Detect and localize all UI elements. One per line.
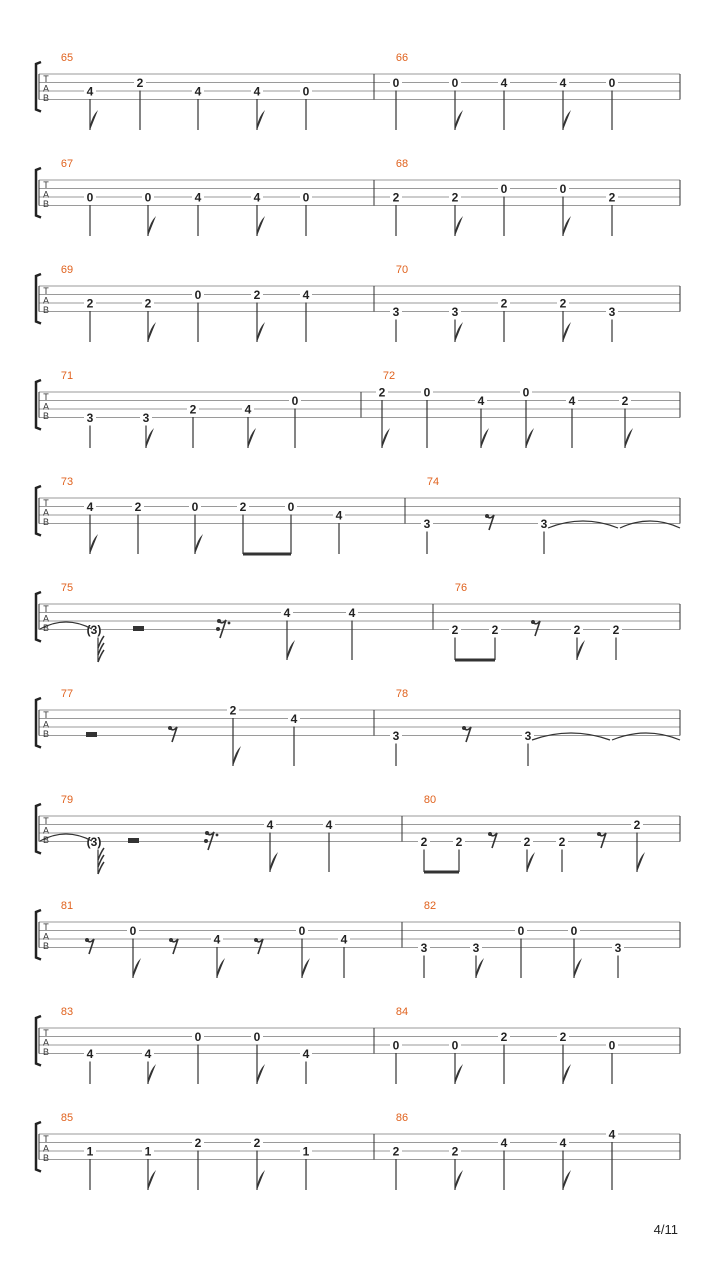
note-flag	[563, 110, 571, 130]
measure-number: 80	[423, 794, 437, 806]
tab-clef-letter: A	[42, 401, 50, 412]
fret-number: 1	[86, 1144, 94, 1159]
fret-number: 4	[144, 1047, 152, 1061]
note-flag	[481, 428, 489, 448]
fret-number: 3	[451, 305, 459, 319]
note-flag	[455, 110, 463, 130]
fret-number: 4	[194, 84, 202, 99]
fret-number: 0	[194, 288, 202, 302]
measure-number: 86	[395, 1112, 409, 1124]
fret-number: 0	[144, 190, 152, 205]
fret-number: 1	[302, 1144, 310, 1159]
fret-number: 0	[86, 190, 94, 205]
tab-system	[36, 52, 680, 130]
fret-number: 4	[213, 932, 221, 947]
fret-number: 2	[378, 385, 386, 400]
fret-number: 3	[540, 517, 548, 531]
tab-clef-letter: B	[42, 729, 50, 739]
fret-number: 0	[253, 1030, 261, 1044]
fret-number: 4	[86, 500, 94, 514]
fret-number: 0	[287, 500, 295, 514]
fret-number: 4	[244, 402, 252, 417]
rest-dot	[169, 938, 173, 942]
fret-number: 2	[500, 296, 508, 311]
fret-number: 2	[134, 500, 142, 514]
note-flag	[302, 958, 310, 978]
tab-system	[36, 264, 680, 342]
measure-number: 67	[60, 158, 74, 170]
tab-system	[36, 582, 680, 662]
rest-dot	[488, 832, 492, 836]
note-flag	[148, 1064, 156, 1084]
rest-dot	[485, 514, 489, 518]
measure-number: 66	[395, 52, 409, 64]
fret-number: 2	[451, 190, 459, 205]
rest-dot	[216, 834, 219, 837]
fret-number: 0	[608, 76, 616, 90]
note-flag	[98, 636, 104, 648]
fret-number: 2	[194, 1136, 202, 1150]
note-flag	[195, 534, 203, 554]
tie	[548, 521, 618, 528]
fret-number: 0	[194, 1030, 202, 1044]
note-flag	[563, 1170, 571, 1190]
fret-number: 2	[229, 703, 237, 718]
fret-number: 4	[559, 1136, 567, 1150]
tab-clef-letter: A	[42, 295, 50, 306]
tab-clef-letter: T	[43, 1134, 49, 1144]
fret-number: 2	[523, 835, 531, 849]
fret-number: 2	[392, 190, 400, 205]
fret-number: 2	[573, 623, 581, 637]
fret-number: 3	[608, 305, 616, 319]
fret-number: 1	[144, 1144, 152, 1159]
note-flag	[257, 1170, 265, 1190]
fret-number: 3	[423, 517, 431, 531]
fret-number: 0	[500, 182, 508, 196]
fret-number: 2	[558, 835, 566, 849]
measure-number: 79	[60, 794, 74, 806]
fret-number: 4	[283, 606, 291, 620]
fret-number: 2	[455, 835, 463, 849]
fret-number: 0	[423, 385, 431, 400]
fret-number: 4	[325, 818, 333, 832]
rest-dot	[85, 938, 89, 942]
fret-number: 0	[451, 76, 459, 90]
measure-number: 81	[60, 900, 74, 912]
note-flag	[270, 852, 278, 872]
fret-number: 4	[500, 76, 508, 90]
fret-number: 2	[491, 623, 499, 637]
fret-number: 0	[298, 924, 306, 938]
note-flag	[637, 852, 645, 872]
tab-clef-letter: B	[42, 835, 50, 845]
note-flag	[455, 216, 463, 236]
tab-clef-letter: T	[43, 1028, 49, 1038]
measure-number: 65	[60, 52, 74, 64]
rest-dot	[254, 938, 258, 942]
tab-system	[36, 1112, 680, 1190]
measure-number: 75	[60, 582, 74, 594]
page-number: 4/11	[653, 1222, 678, 1237]
tab-system	[36, 370, 680, 448]
note-flag	[133, 958, 141, 978]
note-flag	[476, 958, 484, 978]
fret-number: 0	[302, 84, 310, 99]
fret-number: 2	[621, 394, 629, 408]
measure-number: 78	[395, 688, 409, 700]
half-rest	[133, 626, 144, 631]
note-flag	[90, 110, 98, 130]
fret-number: 2	[253, 1136, 261, 1150]
tab-clef-letter: A	[42, 613, 50, 624]
note-flag	[455, 1064, 463, 1084]
fret-number: 0	[570, 924, 578, 938]
tab-clef-letter: B	[42, 1153, 50, 1163]
fret-number: 4	[340, 932, 348, 947]
measure-number: 71	[60, 370, 74, 382]
tab-clef-letter: T	[43, 392, 49, 402]
tab-clef-letter: B	[42, 305, 50, 315]
fret-number: 4	[302, 1047, 310, 1061]
rest-dot	[228, 622, 231, 625]
fret-number: 4	[348, 606, 356, 620]
tab-system	[36, 794, 680, 874]
fret-number: 0	[291, 394, 299, 408]
note-flag	[563, 1064, 571, 1084]
note-flag	[287, 640, 295, 660]
fret-number: 2	[86, 296, 94, 311]
note-flag	[148, 322, 156, 342]
tab-clef-letter: B	[42, 411, 50, 421]
rest-dot	[168, 726, 172, 730]
fret-number: 2	[189, 402, 197, 417]
fret-number: 2	[612, 623, 620, 637]
note-flag	[257, 216, 265, 236]
fret-number: 4	[500, 1136, 508, 1150]
note-flag	[577, 640, 585, 660]
fret-number: 3	[472, 941, 480, 955]
fret-number: 3	[420, 941, 428, 955]
fret-number: 0	[392, 76, 400, 90]
fret-number: 4	[608, 1127, 616, 1142]
rest-dot	[217, 619, 221, 623]
measure-number: 73	[60, 476, 74, 488]
fret-number: 2	[559, 1030, 567, 1044]
fret-number: 4	[477, 394, 485, 408]
measure-number: 84	[395, 1006, 409, 1018]
tab-clef-letter: T	[43, 180, 49, 190]
tab-system	[36, 688, 680, 766]
fret-number: 2	[500, 1030, 508, 1044]
fret-number: 0	[191, 500, 199, 514]
measure-number: 82	[423, 900, 437, 912]
fret-number: 2	[144, 296, 152, 311]
fret-number: 0	[392, 1038, 400, 1053]
rest-dot	[204, 839, 208, 843]
rest-dot	[597, 832, 601, 836]
fret-number: 2	[136, 76, 144, 90]
tab-clef-letter: A	[42, 189, 50, 200]
fret-number: 3	[86, 411, 94, 425]
rest-dot	[205, 831, 209, 835]
note-flag	[527, 852, 535, 872]
note-flag	[257, 110, 265, 130]
tab-system	[36, 1006, 680, 1084]
measure-number: 76	[454, 582, 468, 594]
tab-clef-letter: B	[42, 623, 50, 633]
fret-number: (3)	[86, 623, 102, 637]
fret-number: 2	[559, 296, 567, 311]
tab-clef-letter: T	[43, 816, 49, 826]
half-rest	[128, 838, 139, 843]
fret-number: 2	[392, 1144, 400, 1159]
tie	[532, 733, 610, 740]
fret-number: 4	[266, 818, 274, 832]
note-flag	[146, 428, 154, 448]
tab-clef-letter: A	[42, 931, 50, 942]
tab-clef-letter: A	[42, 83, 50, 94]
measure-number: 68	[395, 158, 409, 170]
tab-system	[36, 158, 680, 236]
tab-clef-letter: B	[42, 517, 50, 527]
fret-number: 0	[129, 924, 137, 938]
rest-dot	[531, 620, 535, 624]
tie	[612, 733, 680, 740]
tie	[620, 521, 680, 528]
measure-number: 74	[426, 476, 440, 488]
tab-clef-letter: A	[42, 1143, 50, 1154]
tab-clef-letter: A	[42, 719, 50, 730]
measure-number: 72	[382, 370, 396, 382]
tab-clef-letter: B	[42, 199, 50, 209]
fret-number: 4	[335, 508, 343, 523]
half-rest	[86, 732, 97, 737]
measure-number: 85	[60, 1112, 74, 1124]
measure-number: 69	[60, 264, 74, 276]
tab-system	[36, 900, 680, 978]
note-flag	[217, 958, 225, 978]
note-flag	[455, 1170, 463, 1190]
fret-number: 4	[253, 190, 261, 205]
tab-clef-letter: T	[43, 922, 49, 932]
fret-number: 4	[302, 288, 310, 302]
note-flag	[148, 1170, 156, 1190]
fret-number: 0	[517, 924, 525, 938]
note-flag	[625, 428, 633, 448]
tab-clef-letter: T	[43, 74, 49, 84]
note-flag	[563, 322, 571, 342]
note-flag	[98, 848, 104, 860]
fret-number: 2	[253, 288, 261, 302]
fret-number: 0	[559, 182, 567, 196]
note-flag	[455, 322, 463, 342]
fret-number: 0	[451, 1038, 459, 1053]
note-flag	[233, 746, 241, 766]
fret-number: 2	[633, 818, 641, 832]
tab-clef-letter: T	[43, 286, 49, 296]
measure-number: 83	[60, 1006, 74, 1018]
tab-system	[36, 476, 680, 554]
fret-number: 3	[392, 305, 400, 319]
tab-clef-letter: A	[42, 507, 50, 518]
note-flag	[257, 322, 265, 342]
note-flag	[526, 428, 534, 448]
tab-clef-letter: T	[43, 710, 49, 720]
tab-clef-letter: B	[42, 93, 50, 103]
fret-number: 2	[608, 190, 616, 205]
note-flag	[563, 216, 571, 236]
fret-number: 4	[568, 394, 576, 408]
note-flag	[574, 958, 582, 978]
tab-clef-letter: B	[42, 1047, 50, 1057]
fret-number: 4	[86, 1047, 94, 1061]
measure-number: 77	[60, 688, 74, 700]
fret-number: 2	[239, 500, 247, 514]
fret-number: 3	[614, 941, 622, 955]
note-flag	[148, 216, 156, 236]
fret-number: 3	[392, 729, 400, 743]
tab-clef-letter: B	[42, 941, 50, 951]
fret-number: 4	[253, 84, 261, 99]
fret-number: 2	[451, 1144, 459, 1159]
fret-number: 4	[86, 84, 94, 99]
tab-clef-letter: A	[42, 1037, 50, 1048]
fret-number: 2	[451, 623, 459, 637]
tab-clef-letter: A	[42, 825, 50, 836]
note-flag	[248, 428, 256, 448]
note-flag	[382, 428, 390, 448]
fret-number: 2	[420, 835, 428, 849]
measure-number: 70	[395, 264, 409, 276]
fret-number: (3)	[86, 835, 102, 849]
fret-number: 0	[608, 1038, 616, 1053]
rest-dot	[462, 726, 466, 730]
fret-number: 3	[524, 729, 532, 743]
note-flag	[257, 1064, 265, 1084]
fret-number: 3	[142, 411, 150, 425]
fret-number: 4	[290, 712, 298, 726]
fret-number: 0	[522, 385, 530, 400]
fret-number: 0	[302, 190, 310, 205]
fret-number: 4	[194, 190, 202, 205]
tab-clef-letter: T	[43, 604, 49, 614]
note-flag	[90, 534, 98, 554]
rest-dot	[216, 627, 220, 631]
fret-number: 4	[559, 76, 567, 90]
tab-clef-letter: T	[43, 498, 49, 508]
